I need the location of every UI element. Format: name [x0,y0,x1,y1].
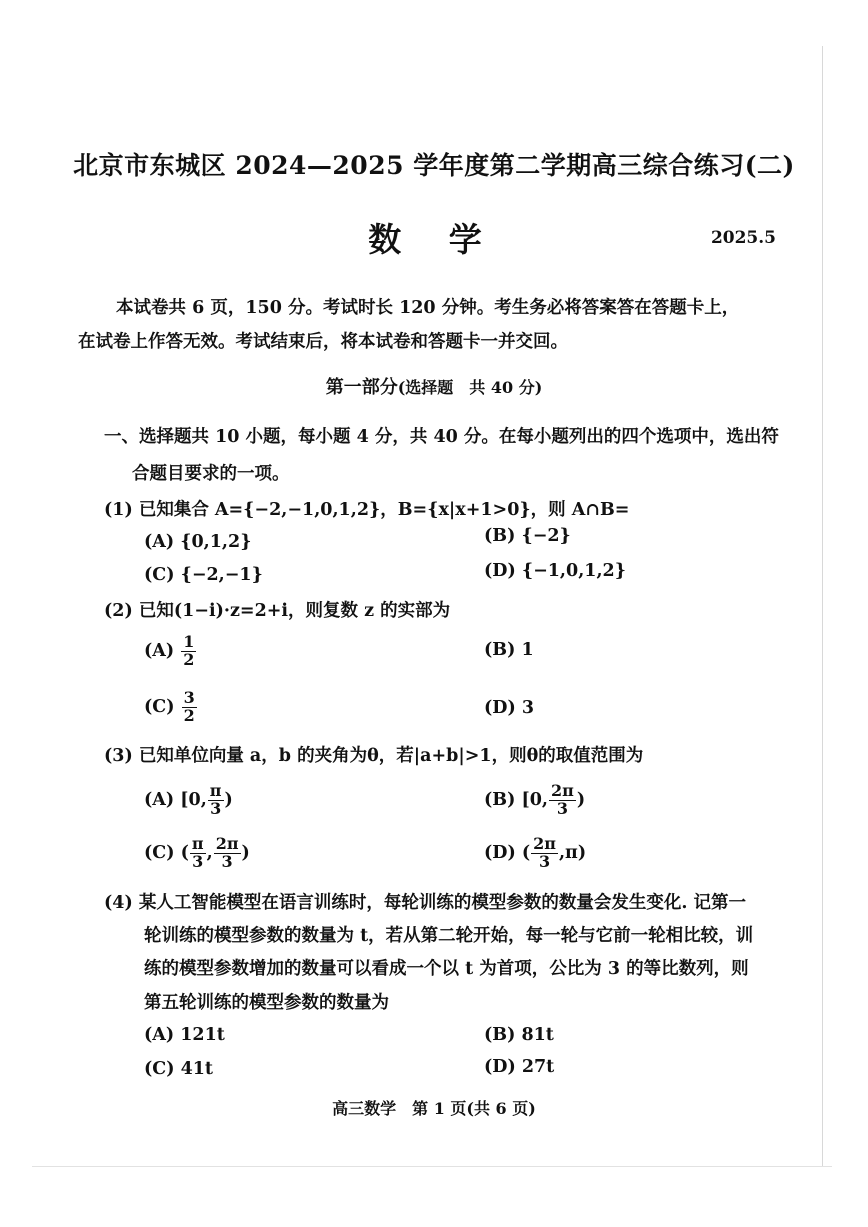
part-one-line-2: 合题目要求的一项。 [132,464,290,484]
q1-option-d: (D) {−1,0,1,2} [484,561,626,581]
q3-option-c-fraction-2 [214,836,241,871]
q4-line-1: (4) 某人工智能模型在语言训练时，每轮训练的模型参数的数量会发生变化. 记第一 [104,893,747,913]
q3-option-c-label: (C) [144,842,175,863]
exam-title: 北京市东城区 2024—2025 学年度第二学期高三综合练习(二) [73,151,795,180]
q3-stem: (3) 已知单位向量 a，b 的夹角为θ，若|a+b|>1，则θ的取值范围为 [104,746,644,766]
page-footer: 高三数学 第 1 页(共 6 页) [332,1099,536,1118]
section-detail: (选择题 共 40 分) [397,378,543,397]
q3-option-c-fraction-1 [190,836,206,871]
fraction-numerator: 3 [183,688,195,707]
q4-line-4: 第五轮训练的模型参数的数量为 [144,993,389,1013]
q3-option-a-fraction [208,783,224,818]
q2-option-a-label: (A) [144,640,175,661]
q1-option-b: (B) {−2} [484,526,571,546]
fraction-numerator: 2π [533,834,556,853]
q3-option-b [484,783,585,818]
interval-separator: , [206,842,213,863]
q3-option-b-label: (B) [484,789,516,810]
interval-open: ( [180,842,189,863]
q2-stem: (2) 已知(1−i)·z=2+i，则复数 z 的实部为 [104,601,451,621]
fraction-denominator: 3 [538,851,551,871]
interval-open: ( [521,842,531,863]
interval-close: ,π) [558,842,587,863]
q1-option-c: (C) {−2,−1} [144,565,263,585]
interval-close: ) [224,789,233,810]
q2-option-a [144,634,197,669]
interval-open: [0, [180,789,207,810]
q4-line-2: 轮训练的模型参数的数量为 t，若从第二轮开始，每一轮与它前一轮相比较，训 [144,926,754,946]
fraction-numerator: π [209,781,222,800]
q4-line-3: 练的模型参数增加的数量可以看成一个以 t 为首项，公比为 3 的等比数列，则 [144,959,749,979]
q4-option-d: (D) 27t [484,1057,555,1077]
q3-option-a [144,783,233,818]
q3-option-c [144,836,250,871]
q2-option-c [144,690,198,725]
q3-option-d-fraction [531,836,558,871]
q1-stem: (1) 已知集合 A={−2,−1,0,1,2}，B={x|x+1>0}，则 A∩B= [104,500,630,520]
instructions-line-2: 在试卷上作答无效。考试结束后，将本试卷和答题卡一并交回。 [78,332,568,352]
fraction-denominator: 2 [183,649,195,669]
section-name: 第一部分 [325,377,398,398]
q2-option-c-label: (C) [144,696,175,717]
q2-option-c-fraction [182,690,197,725]
subject-heading: 数 学 [368,220,500,259]
interval-open: [0, [521,789,549,810]
fraction-denominator: 3 [192,851,204,871]
fraction-numerator: π [191,834,204,853]
fraction-numerator: 2π [551,781,574,800]
q4-option-b: (B) 81t [484,1025,554,1045]
exam-date: 2025.5 [710,228,776,248]
q2-option-a-fraction [181,634,196,669]
fraction-denominator: 3 [556,798,568,818]
section-heading [0,373,868,399]
instructions-line-1: 本试卷共 6 页，150 分。考试时长 120 分钟。考生务必将答案答在答题卡上， [116,298,740,318]
q3-option-d-label: (D) [484,842,516,863]
q4-option-c: (C) 41t [144,1059,214,1079]
q3-option-d [484,836,586,871]
part-one-line-1: 一、选择题共 10 小题，每小题 4 分，共 40 分。在每小题列出的四个选项中，选出符 [104,427,779,447]
fraction-denominator: 2 [183,705,195,725]
q3-option-b-fraction [549,783,576,818]
scan-edge-bottom [32,1166,832,1167]
interval-close: ) [576,789,586,810]
fraction-denominator: 3 [210,798,222,818]
fraction-denominator: 3 [221,851,233,871]
q2-option-d: (D) 3 [484,698,535,718]
q2-option-b: (B) 1 [484,640,534,660]
q4-option-a: (A) 121t [144,1025,225,1045]
q3-option-a-label: (A) [144,789,175,810]
fraction-numerator: 1 [183,632,195,651]
q1-option-a: (A) {0,1,2} [144,532,252,552]
fraction-numerator: 2π [215,834,239,853]
interval-close: ) [241,842,250,863]
